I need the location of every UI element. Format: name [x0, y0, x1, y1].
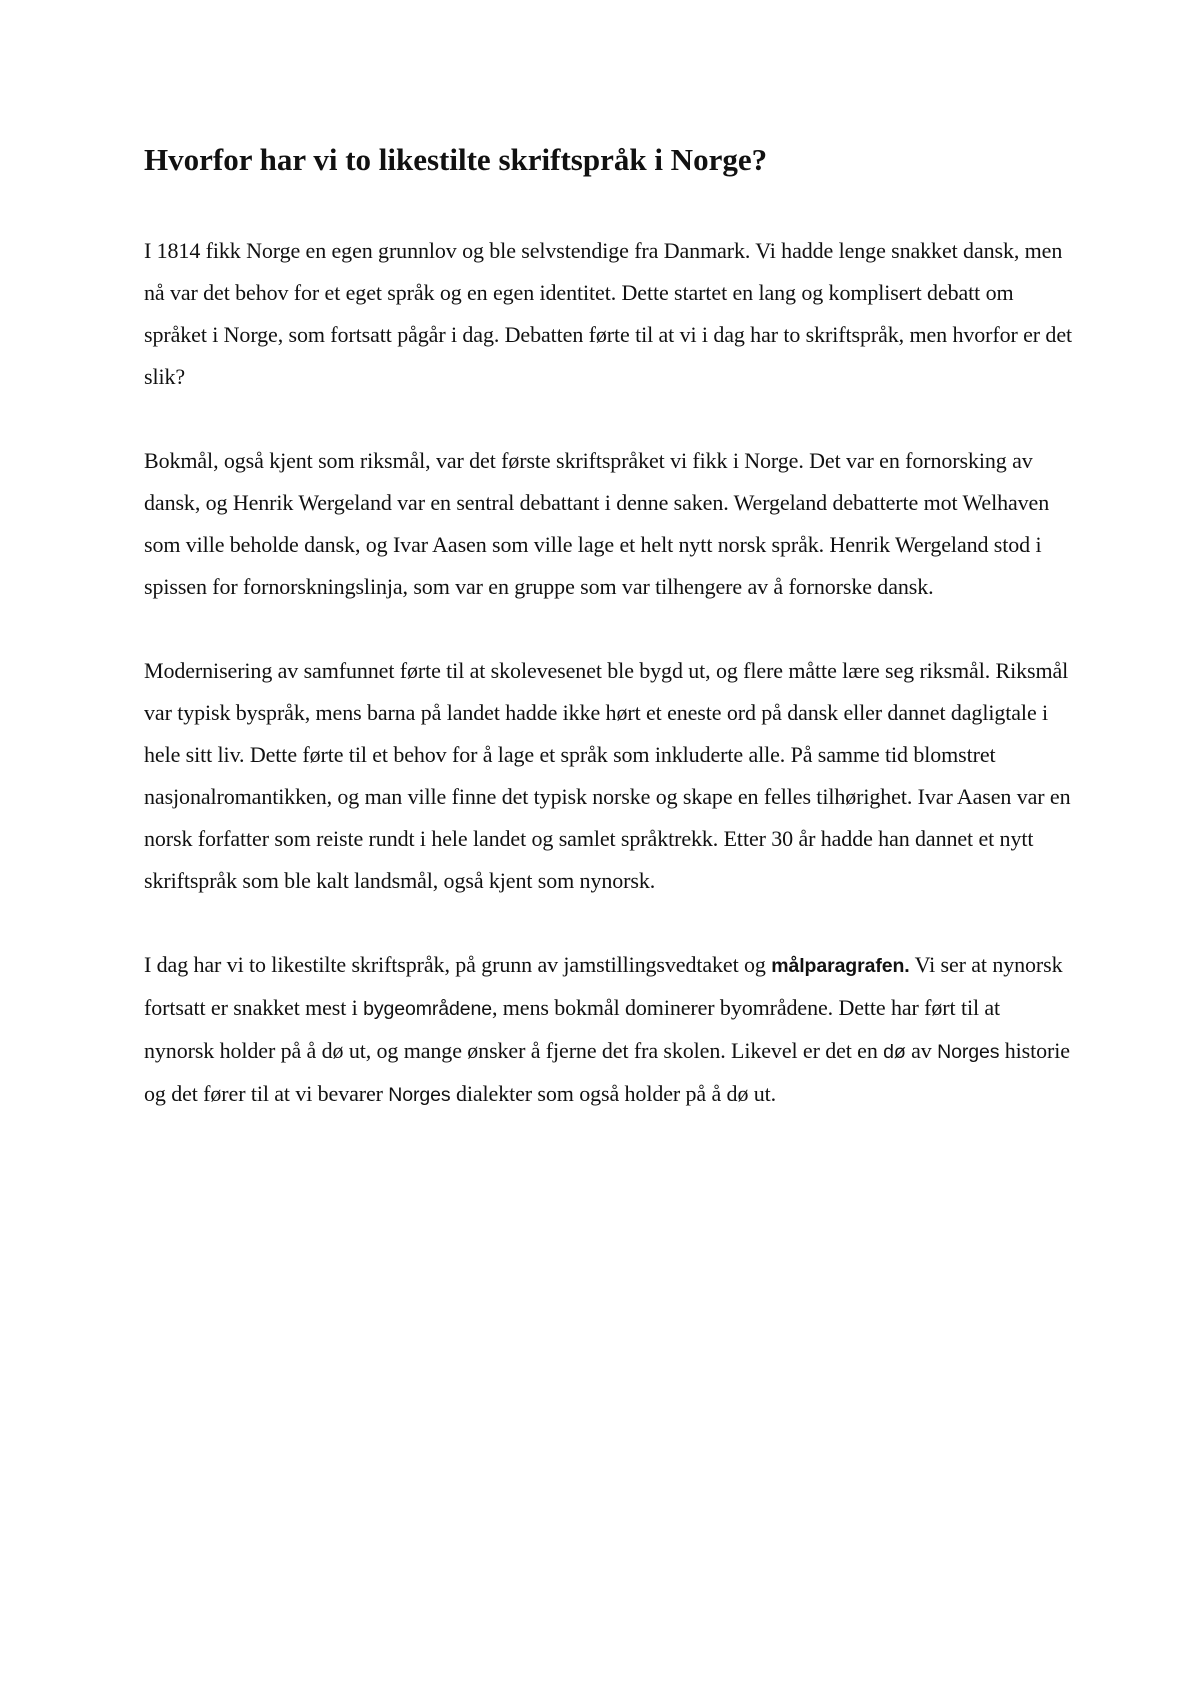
paragraph-3: Modernisering av samfunnet førte til at skolevesenet ble bygd ut, og flere måtte lære seg riksmål. Riksmål var typisk byspråk, mens barna på landet hadde ikke hørt et eneste ord på dansk eller dannet dagligtale i hele sitt liv. Dette førte til et behov for å lage et språk som inkluderte alle. På samme tid blomstret nasjonalromantikken, og man ville finne det typisk norske og skape en felles tilhørighet. Ivar Aasen var en norsk forfatter som reiste rundt i hele landet og samlet språktrekk. Etter 30 år hadde han dannet et nytt skriftspråk som ble kalt landsmål, også kjent som nynorsk. [144, 658, 1071, 893]
paragraph-4-text: historie og det fører til at vi bevarer [144, 1038, 1070, 1106]
paragraph-4-text: I dag har vi to likestilte skriftspråk, på grunn av jamstillingsvedtaket og [144, 952, 772, 977]
paragraph-4-text: , mens bokmål dominerer byområdene. Dette har ført til at nynorsk holder på å dø ut, og mange ønsker å fjerne det fra skolen. Likevel er det en [144, 995, 1001, 1063]
paragraph-4-term-malparagrafen: målparagrafen. [771, 955, 910, 977]
paragraph-4 [144, 944, 1074, 1116]
paragraph-4-term-norges: Norges [937, 1041, 1000, 1063]
paragraph-4-text: Vi ser at nynorsk fortsatt er snakket mest i [144, 952, 1063, 1020]
paragraph-4-text: av [905, 1038, 938, 1063]
paragraph-4-term-bygeomradene: bygeområdene [363, 998, 492, 1020]
paragraph-2: Bokmål, også kjent som riksmål, var det første skriftspråket vi fikk i Norge. Det var en fornorsking av dansk, og Henrik Wergeland var en sentral debattant i denne saken. Wergeland debatterte mot Welhaven som ville beholde dansk, og Ivar Aasen som ville lage et helt nytt norsk språk. Henrik Wergeland stod i spissen for fornorskningslinja, som var en gruppe som var tilhengere av å fornorske dansk. [144, 448, 1050, 599]
paragraph-4-text: dialekter som også holder på å dø ut. [450, 1081, 777, 1106]
paragraph-4-term-do: dø [883, 1041, 906, 1063]
document-title: Hvorfor har vi to likestilte skriftspråk i Norge? [144, 142, 768, 177]
paragraph-1: I 1814 fikk Norge en egen grunnlov og ble selvstendige fra Danmark. Vi hadde lenge snakket dansk, men nå var det behov for et eget språk og en egen identitet. Dette startet en lang og komplisert debatt om språket i Norge, som fortsatt pågår i dag. Debatten førte til at vi i dag har to skriftspråk, men hvorfor er det slik? [144, 238, 1073, 389]
paragraph-4-term-norges: Norges [388, 1084, 451, 1106]
document-body [144, 140, 1074, 1158]
